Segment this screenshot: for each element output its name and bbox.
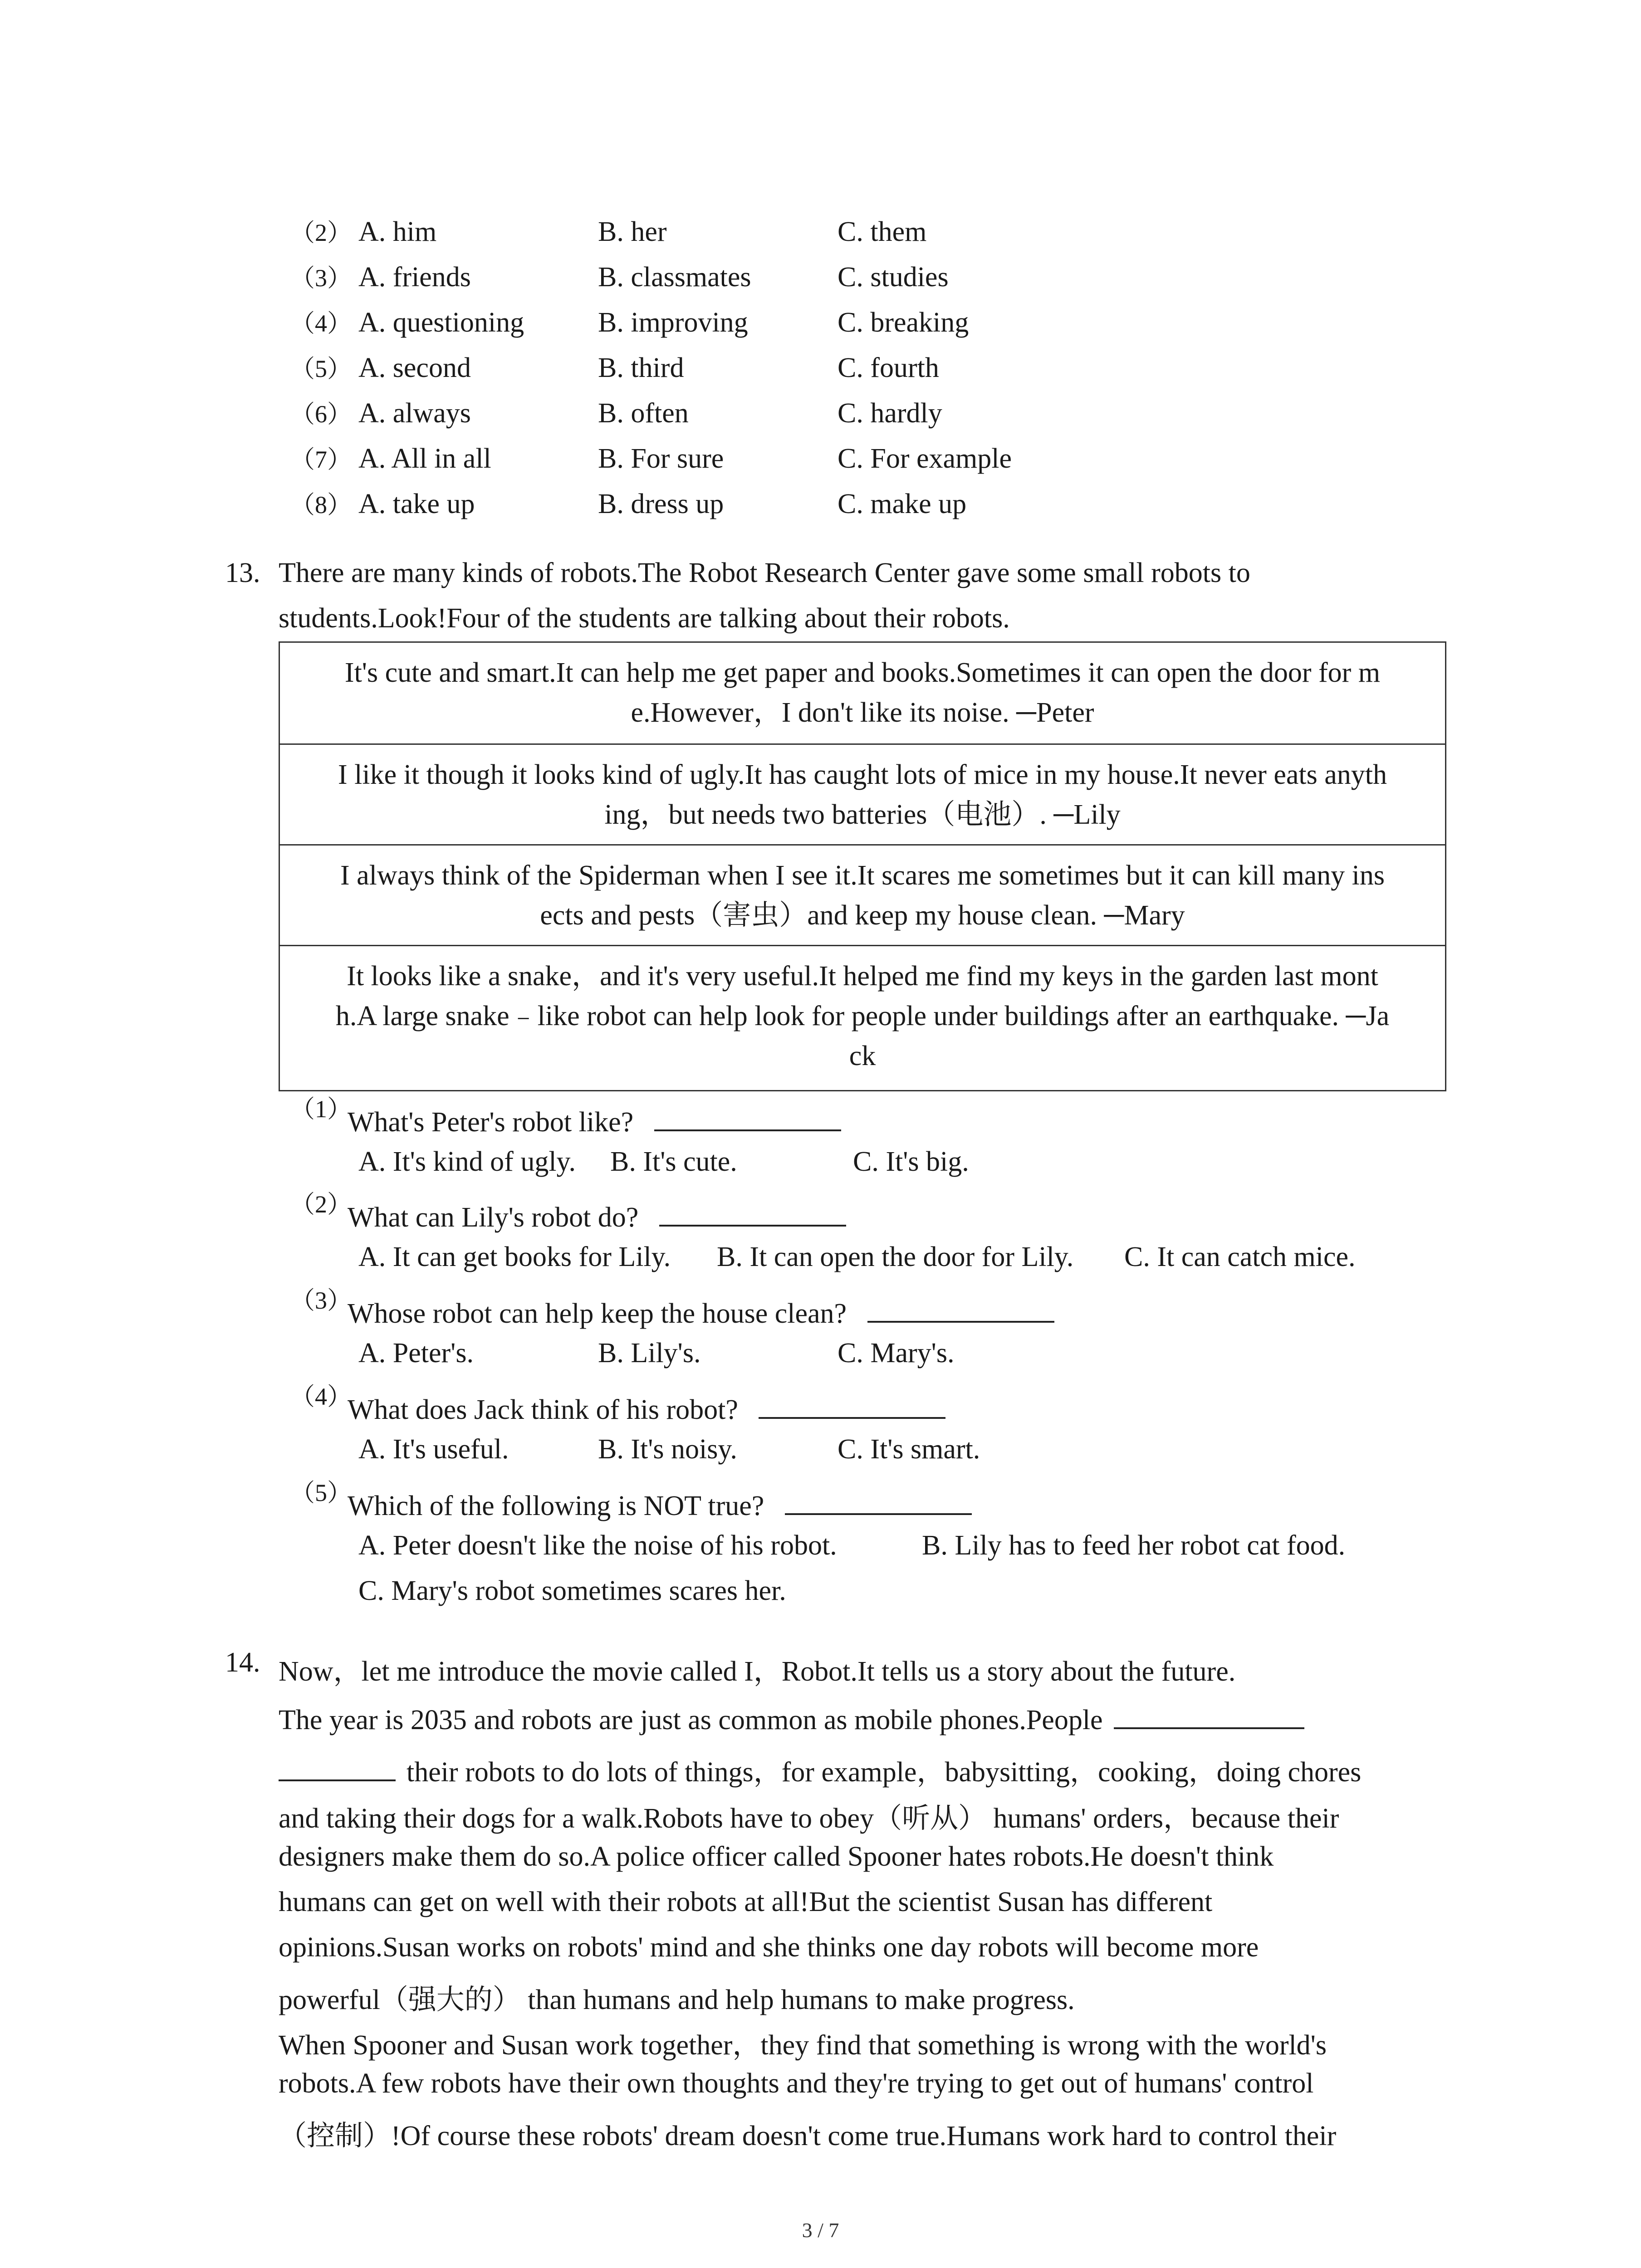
subquestion-number: （4） (290, 1383, 352, 1410)
subquestion-text: What can Lily's robot do? (348, 1202, 639, 1233)
option-a: A. All in all (358, 443, 491, 474)
subquestion-text (348, 1485, 972, 1520)
option-a: A. take up (358, 489, 475, 519)
answer-blank[interactable] (1114, 1699, 1304, 1729)
page-number: 3 / 7 (802, 2219, 839, 2242)
question-number: 13. (225, 557, 260, 588)
passage-line: designers make them do so.A police officer called Spooner hates robots.He doesn't think (279, 1841, 1274, 1872)
option-a: A. Peter doesn't like the noise of his robot. (358, 1530, 837, 1561)
option-number: （8） (290, 491, 352, 518)
answer-blank[interactable] (654, 1101, 841, 1131)
option-a: A. always (358, 398, 471, 429)
subquestion-text: What's Peter's robot like? (348, 1107, 634, 1138)
question-number: 14. (225, 1647, 260, 1678)
subquestion-text (348, 1101, 841, 1136)
option-number: （5） (290, 355, 352, 382)
table-row (280, 844, 1445, 945)
option-c: C. It's big. (853, 1146, 969, 1177)
subquestion-text: What does Jack think of his robot? (348, 1394, 738, 1425)
option-b: B. For sure (598, 443, 724, 474)
option-b: B. Lily's. (598, 1338, 701, 1369)
passage-line (279, 1699, 1458, 1736)
option-a: A. Peter's. (358, 1338, 474, 1369)
option-number: （3） (290, 264, 352, 292)
table-text-line: ects and pests（害虫）and keep my house clean. ─Mary (540, 900, 1185, 931)
answer-blank[interactable] (279, 1751, 396, 1781)
option-c: C. It can catch mice. (1124, 1242, 1356, 1272)
passage-line: robots.A few robots have their own thoughts and they're trying to get out of humans' control (279, 2068, 1314, 2099)
option-c: C. Mary's. (838, 1338, 955, 1369)
passage-line (279, 1749, 1458, 1789)
answer-blank[interactable] (785, 1485, 972, 1515)
q13-intro-line: There are many kinds of robots.The Robot Research Center gave some small robots to (279, 557, 1250, 588)
option-a: A. second (358, 352, 471, 383)
option-a: A. It's kind of ugly. (358, 1146, 576, 1177)
q13-intro-line: students.Look!Four of the students are talking about their robots. (279, 603, 1010, 634)
option-number: （6） (290, 401, 352, 428)
subquestion-number: （2） (290, 1191, 352, 1218)
option-c: C. them (838, 216, 927, 247)
option-row (0, 354, 1641, 399)
subquestion-text (348, 1197, 846, 1232)
table-text-line: e.However，I don't like its noise. ─Peter (631, 697, 1094, 728)
option-row (0, 445, 1641, 490)
option-b: B. It's noisy. (598, 1434, 737, 1465)
table-text-line: It's cute and smart.It can help me get paper and books.Sometimes it can open the door for m (344, 657, 1381, 688)
option-row (0, 263, 1641, 308)
subquestion-text (348, 1389, 945, 1424)
option-c: C. fourth (838, 352, 939, 383)
answer-blank[interactable] (659, 1197, 846, 1227)
option-b: B. It can open the door for Lily. (717, 1242, 1074, 1272)
passage-line: humans can get on well with their robots at all!But the scientist Susan has different (279, 1887, 1213, 1917)
option-a: A. It can get books for Lily. (358, 1242, 671, 1272)
option-a: A. It's useful. (358, 1434, 509, 1465)
passage-line: and taking their dogs for a walk.Robots have to obey（听从） humans' orders，because their (279, 1803, 1339, 1834)
passage-line: Now，let me introduce the movie called I，Robot.It tells us a story about the future. (279, 1656, 1236, 1687)
answer-blank[interactable] (867, 1293, 1054, 1323)
option-a: A. questioning (358, 307, 524, 338)
option-b: B. It's cute. (610, 1146, 737, 1177)
subquestion-number: （3） (290, 1287, 352, 1314)
option-number: （7） (290, 446, 352, 473)
passage-line-text: The year is 2035 and robots are just as common as mobile phones.People (279, 1705, 1103, 1735)
option-row (0, 490, 1641, 535)
subquestion-text (348, 1293, 1054, 1328)
option-row (0, 399, 1641, 445)
passage-line: When Spooner and Susan work together，they find that something is wrong with the world's (279, 2030, 1327, 2061)
option-b: B. Lily has to feed her robot cat food. (922, 1530, 1346, 1561)
option-b: B. her (598, 216, 667, 247)
option-number: （4） (290, 310, 352, 337)
option-b: B. classmates (598, 262, 751, 293)
passage-line: （控制）!Of course these robots' dream doesn't come true.Humans work hard to control their (279, 2121, 1337, 2151)
passage-line: powerful（强大的） than humans and help humans to make progress. (279, 1984, 1075, 2015)
option-a: A. friends (358, 262, 471, 293)
subquestion-text: Which of the following is NOT true? (348, 1491, 764, 1521)
subquestion-number: （1） (290, 1095, 352, 1123)
option-c: C. hardly (838, 398, 942, 429)
table-text-line: ing，but needs two batteries（电池）. ─Lily (604, 799, 1121, 830)
option-b: B. dress up (598, 489, 724, 519)
option-c: C. Mary's robot sometimes scares her. (358, 1575, 786, 1606)
table-text-line: h.A large snake﹣like robot can help look for people under buildings after an earthquake. ─Ja (335, 1001, 1390, 1031)
passage-line-text: their robots to do lots of things，for example，babysitting，cooking，doing chores (407, 1757, 1362, 1788)
answer-blank[interactable] (759, 1389, 945, 1419)
table-row (280, 945, 1445, 1090)
table-text-line: ck (849, 1041, 876, 1071)
option-b: B. often (598, 398, 689, 429)
option-row (0, 308, 1641, 354)
table-text-line: It looks like a snake，and it's very useful.It helped me find my keys in the garden last mont (347, 961, 1378, 992)
table-text-line: I always think of the Spiderman when I see it.It scares me sometimes but it can kill many ins (340, 860, 1385, 891)
passage-line: opinions.Susan works on robots' mind and she thinks one day robots will become more (279, 1932, 1259, 1963)
option-row (0, 218, 1641, 263)
option-number: （2） (290, 219, 352, 246)
table-row (280, 643, 1445, 743)
subquestion-number: （5） (290, 1479, 352, 1506)
option-a: A. him (358, 216, 437, 247)
option-c: C. For example (838, 443, 1012, 474)
option-c: C. It's smart. (838, 1434, 980, 1465)
table-text-line: I like it though it looks kind of ugly.It has caught lots of mice in my house.It never eats anyth (338, 759, 1387, 790)
option-c: C. make up (838, 489, 967, 519)
option-c: C. studies (838, 262, 949, 293)
subquestion-text: Whose robot can help keep the house clean? (348, 1298, 847, 1329)
option-b: B. improving (598, 307, 748, 338)
table-row (280, 743, 1445, 844)
option-c: C. breaking (838, 307, 969, 338)
option-b: B. third (598, 352, 684, 383)
robot-descriptions-table (279, 641, 1446, 1091)
